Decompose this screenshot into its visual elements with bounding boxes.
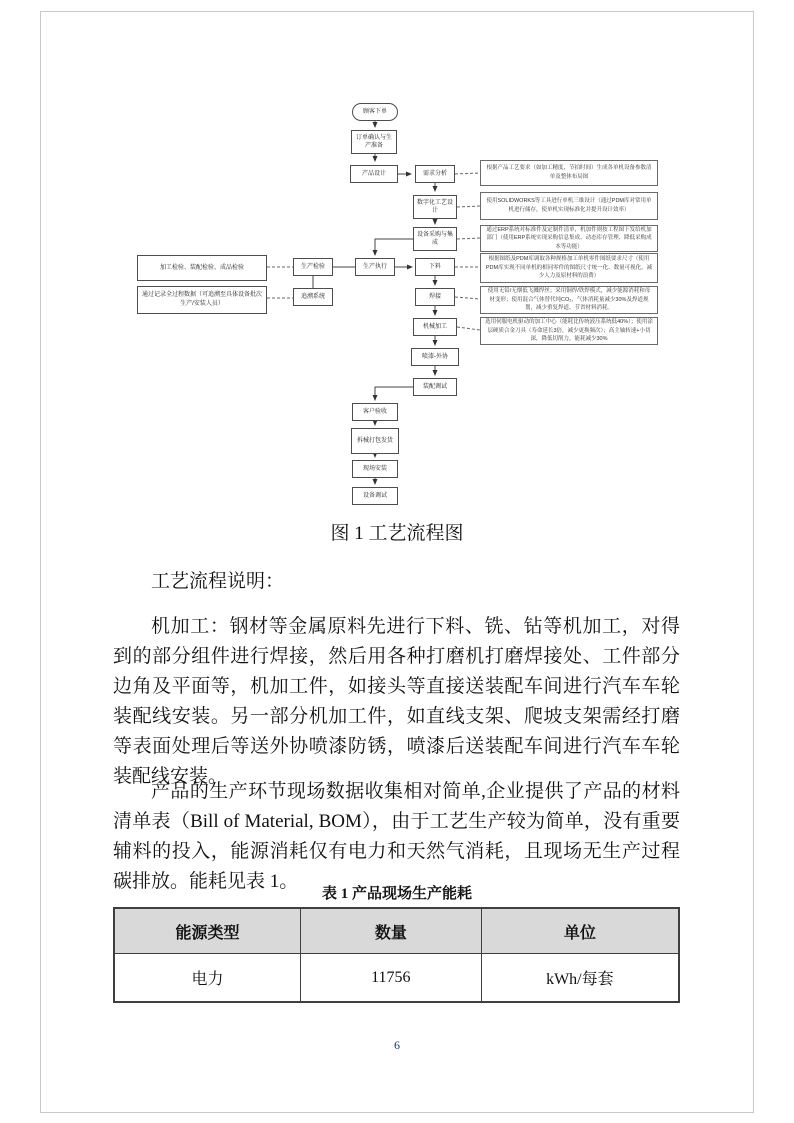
flow-note-traceability: 通过记录全过程数据（可追溯至具体设备批次生产/安装人员） [137,286,267,314]
flow-node-customer-acceptance: 客户验收 [352,403,398,421]
flow-node-digital-process-design: 数字化工艺设计 [413,195,457,219]
flow-node-product-design: 产品设计 [350,165,398,183]
flow-node-site-install: 现场安装 [352,460,398,478]
process-flow-diagram [0,95,794,520]
flow-node-equipment-procurement: 设备采购与集成 [413,227,457,251]
energy-table [113,907,680,1003]
paragraph-intro: 工艺流程说明： [151,571,285,592]
figure-caption: 图 1 工艺流程图 [330,523,464,544]
flow-node-production-execution: 生产执行 [355,258,395,276]
flow-node-customer-order: 顾客下单 [352,103,398,121]
paragraph-machining: 机加工：钢材等金属原料先进行下料、铣、钻等机加工，对得到的部分组件进行焊接，然后用各种打磨机打磨焊接处、工件部分边角及平面等，机加工件，如接头等直接送装配车间进行汽车车轮装配线安装。另一部分机加工件，如直线支架、爬坡支架需经打磨等表面处理后等送外协喷漆防锈，喷漆后送装配车间进行汽车车轮装配线安装。 [113,616,680,787]
table-row [114,954,679,1003]
flow-annotation-requirements: 根据产品工艺要求（如加工精度、节拍时间）生成各单机设备参数清单及整体布局图 [480,160,658,186]
flow-node-traceability-system: 追溯系统 [293,288,333,306]
flow-annotation-erp: 通过ERP系统对标准件及定制件清单，机加件则按工程图下发给机加部门（使用ERP系统实现采购信息集成、动态库存管理、降低采购成本等功能） [480,225,658,252]
flow-node-machining: 机械加工 [413,318,457,336]
flow-node-equipment-debug: 设备调试 [352,487,398,505]
header-quantity: 数量 [300,908,481,954]
cell-unit: kWh/每套 [481,954,679,1003]
table-header-row [114,908,679,954]
table-caption: 表 1 产品现场生产能耗 [321,886,472,902]
flow-node-cutting: 下料 [415,258,455,276]
flow-annotation-machining: 选用伺服电机驱动的加工中心（能耗比传统液压系统低40%）；使用涂层硬质合金刀具（寿命延长3倍，减少更换频次）；高主轴转速+小切深，降低切削力，能耗减少30% [480,317,658,345]
cell-energy-type: 电力 [114,954,300,1003]
flow-node-painting-outsourced: 喷漆-外协 [411,348,459,366]
flow-annotation-welding: 使用无铅/无烟低飞溅焊丝；采用铜焊/铁焊模式，减少能源消耗和母材变形；使用混合气体替代纯CO₂，气体消耗量减少30%及焊道规划，减少重复焊道、节省材料消耗。 [480,286,658,314]
flow-node-production-inspection: 生产检验 [293,258,333,276]
paragraph-energy: 产品的生产环节现场数据收集相对简单,企业提供了产品的材料清单表（Bill of Material, BOM），由于工艺生产较为简单，没有重要辅料的投入，能源消耗仅有电力和天然气消耗，且现场无生产过程碳排放。能耗见表 1。 [113,781,680,892]
flow-node-pack-ship: 拆械打包发货 [351,428,399,454]
header-unit: 单位 [481,908,679,954]
flow-note-inspections: 加工检验、装配检验、成品检验 [137,255,267,281]
flow-annotation-3d-design: 使用SOLIDWORKS等工具进行单机三维设计（通过PDM库对常用单机进行储存，使单机实现标准化并提升设计效率） [480,192,658,220]
flow-node-welding: 焊接 [415,288,455,306]
flow-node-requirement-analysis: 需求分析 [415,165,455,183]
cell-quantity: 11756 [300,954,481,1003]
flow-connectors [0,95,794,520]
flow-node-order-confirm: 订单确认与生产准备 [351,130,397,154]
page-number: 6 [394,1038,400,1052]
flow-node-assembly-debug: 装配调试 [413,378,457,396]
header-energy-type: 能源类型 [114,908,300,954]
flow-annotation-pdm-drawings: 根据图纸及PDM库调取各种规格加工单机零件图纸要求尺寸（使用PDM库实现不同单机的相同零件的图纸尺寸统一化、数量可视化，减少人力及原材料的浪费） [480,253,658,283]
